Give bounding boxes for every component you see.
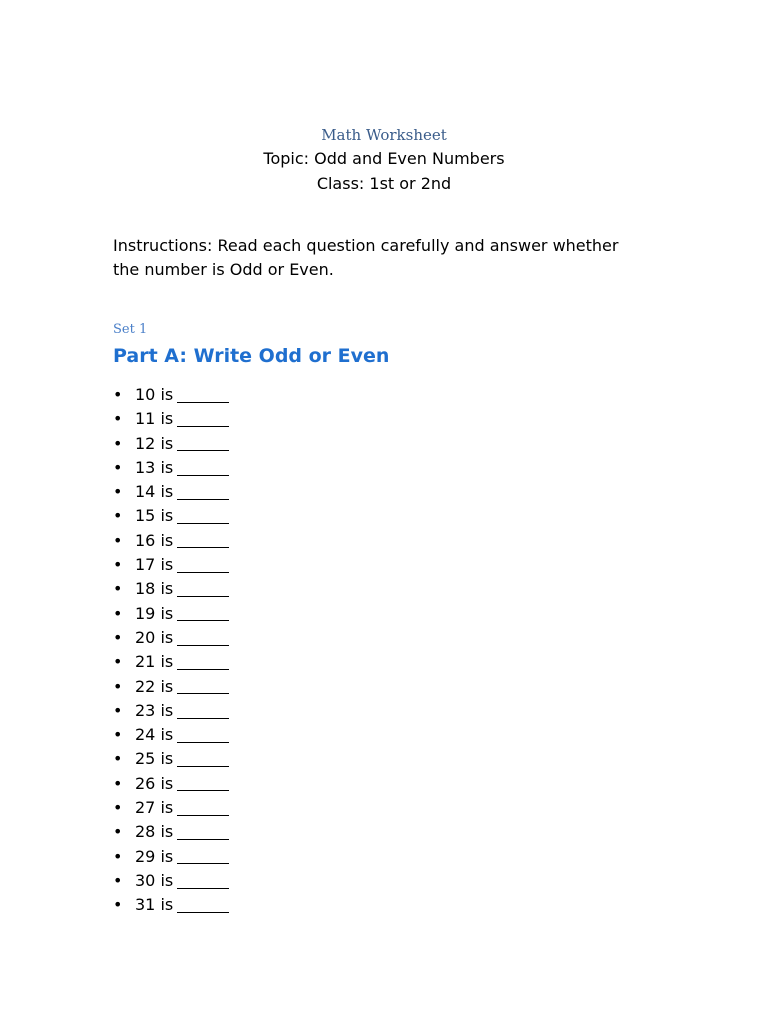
question-text: 25 is xyxy=(135,749,174,769)
bullet-icon: • xyxy=(113,749,123,769)
answer-blank[interactable] xyxy=(177,774,229,791)
bullet-icon: • xyxy=(113,700,123,720)
worksheet-title: Math Worksheet xyxy=(321,126,447,144)
question-item xyxy=(113,772,229,796)
question-item xyxy=(113,504,229,528)
question-item xyxy=(113,577,229,601)
answer-blank[interactable] xyxy=(177,483,229,500)
bullet-icon: • xyxy=(113,870,123,890)
question-item xyxy=(113,650,229,674)
question-text: 21 is xyxy=(135,652,174,672)
set-label: Set 1 xyxy=(113,322,148,337)
answer-blank[interactable] xyxy=(177,847,229,864)
question-item xyxy=(113,893,229,917)
question-item xyxy=(113,383,229,407)
bullet-icon: • xyxy=(113,895,123,915)
question-text: 15 is xyxy=(135,506,174,526)
answer-blank[interactable] xyxy=(177,653,229,670)
answer-blank[interactable] xyxy=(177,823,229,840)
question-item xyxy=(113,699,229,723)
answer-blank[interactable] xyxy=(177,507,229,524)
bullet-icon: • xyxy=(113,603,123,623)
question-item xyxy=(113,432,229,456)
instructions-text: Instructions: Read each question carefully and answer whether the number is Odd or Even. xyxy=(113,236,619,279)
bullet-icon: • xyxy=(113,385,123,404)
question-text: 27 is xyxy=(135,798,174,818)
class-line: Class: 1st or 2nd xyxy=(316,174,452,193)
bullet-icon: • xyxy=(113,482,123,502)
question-text: 20 is xyxy=(135,627,174,647)
question-text: 22 is xyxy=(135,676,174,696)
answer-blank[interactable] xyxy=(177,896,229,913)
answer-blank[interactable] xyxy=(177,410,229,427)
answer-blank[interactable] xyxy=(177,604,229,621)
question-item xyxy=(113,553,229,577)
question-text: 23 is xyxy=(135,700,174,720)
question-text: 17 is xyxy=(135,555,174,575)
bullet-icon: • xyxy=(113,725,123,745)
question-item xyxy=(113,626,229,650)
question-text: 26 is xyxy=(135,773,174,793)
question-item xyxy=(113,602,229,626)
answer-blank[interactable] xyxy=(177,799,229,816)
question-text: 11 is xyxy=(135,409,174,429)
answer-blank[interactable] xyxy=(177,677,229,694)
bullet-icon: • xyxy=(113,555,123,575)
answer-blank[interactable] xyxy=(177,580,229,597)
question-item xyxy=(113,796,229,820)
bullet-icon: • xyxy=(113,579,123,599)
bullet-icon: • xyxy=(113,506,123,526)
question-item xyxy=(113,675,229,699)
question-text: 19 is xyxy=(135,603,174,623)
bullet-icon: • xyxy=(113,773,123,793)
question-item xyxy=(113,747,229,771)
answer-blank[interactable] xyxy=(177,386,229,403)
question-text: 24 is xyxy=(135,725,174,745)
question-item xyxy=(113,820,229,844)
question-list xyxy=(113,383,229,918)
bullet-icon: • xyxy=(113,676,123,696)
part-heading: Part A: Write Odd or Even xyxy=(113,345,390,367)
question-text: 13 is xyxy=(135,457,174,477)
question-item xyxy=(113,529,229,553)
bullet-icon: • xyxy=(113,457,123,477)
answer-blank[interactable] xyxy=(177,556,229,573)
answer-blank[interactable] xyxy=(177,434,229,451)
answer-blank[interactable] xyxy=(177,726,229,743)
bullet-icon: • xyxy=(113,433,123,453)
question-text: 10 is xyxy=(135,385,174,404)
question-item xyxy=(113,456,229,480)
bullet-icon: • xyxy=(113,846,123,866)
answer-blank[interactable] xyxy=(177,459,229,476)
topic-line: Topic: Odd and Even Numbers xyxy=(263,149,505,168)
question-text: 30 is xyxy=(135,870,174,890)
question-text: 29 is xyxy=(135,846,174,866)
question-text: 12 is xyxy=(135,433,174,453)
question-item xyxy=(113,845,229,869)
answer-blank[interactable] xyxy=(177,750,229,767)
answer-blank[interactable] xyxy=(177,702,229,719)
question-item xyxy=(113,407,229,431)
answer-blank[interactable] xyxy=(177,629,229,646)
answer-blank[interactable] xyxy=(177,531,229,548)
question-item xyxy=(113,480,229,504)
bullet-icon: • xyxy=(113,822,123,842)
question-item xyxy=(113,723,229,747)
question-text: 31 is xyxy=(135,895,174,915)
question-text: 18 is xyxy=(135,579,174,599)
question-item xyxy=(113,869,229,893)
bullet-icon: • xyxy=(113,409,123,429)
bullet-icon: • xyxy=(113,798,123,818)
question-text: 28 is xyxy=(135,822,174,842)
bullet-icon: • xyxy=(113,530,123,550)
bullet-icon: • xyxy=(113,627,123,647)
answer-blank[interactable] xyxy=(177,872,229,889)
question-text: 16 is xyxy=(135,530,174,550)
bullet-icon: • xyxy=(113,652,123,672)
question-text: 14 is xyxy=(135,482,174,502)
